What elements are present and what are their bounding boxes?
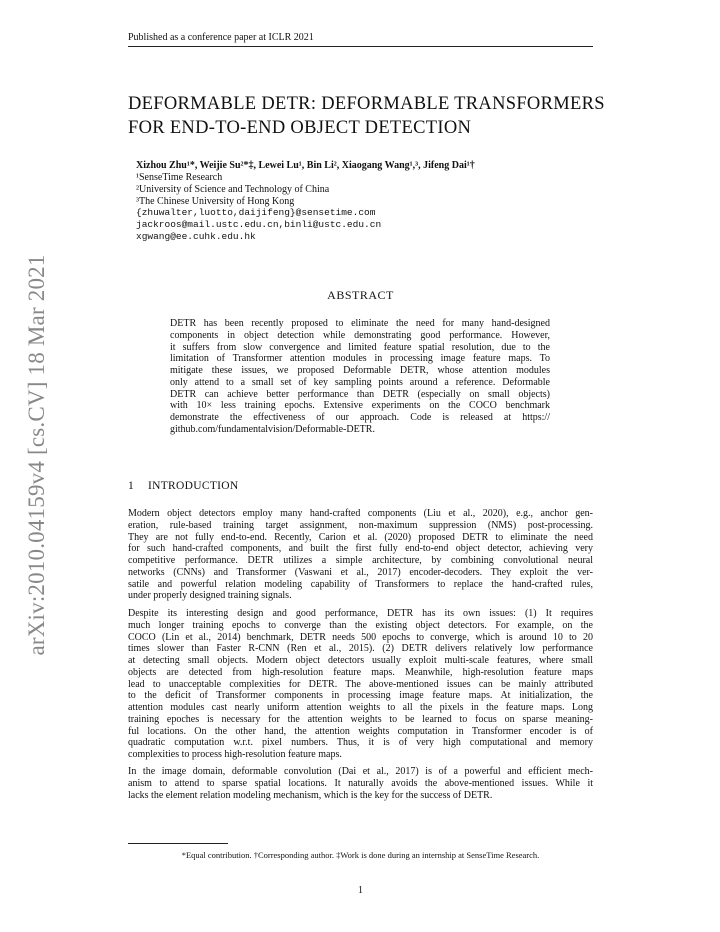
section-heading (128, 480, 593, 492)
text-line: COCO (Lin et al., 2014) benchmark, DETR needs 500 epochs to converge, which is around 10 to 20 (128, 631, 593, 643)
abstract-heading: ABSTRACT (327, 288, 394, 302)
text-line: networks (CNNs) and Transformer (Vaswani et al., 2017) encoder-decoders. They exploit the ver- (128, 566, 593, 578)
text-line: at detecting small objects. Modern object detectors usually exploit multi-scale features, where small (128, 655, 593, 666)
text-line: much longer training epochs to converge than the existing object detectors. For example, on the (128, 619, 593, 631)
text-line: under properly designed training signals. (128, 590, 292, 602)
email-line-1: {zhuwalter,luotto,daijifeng}@sensetime.com (136, 207, 376, 219)
title-line-1: DEFORMABLE DETR: DEFORMABLE TRANSFORMERS (128, 94, 605, 114)
arxiv-stamp (20, 245, 54, 665)
page-number: 1 (358, 885, 363, 896)
email-line-3: xgwang@ee.cuhk.edu.hk (136, 230, 256, 242)
intro-paragraph-1 (128, 508, 593, 602)
abstract-line: it suffers from slow convergence and limited feature spatial resolution, due to the (170, 341, 550, 353)
text-line: lead to unacceptable complexities for DETR. The above-mentioned issues can be mainly attributed (128, 678, 593, 690)
text-line: competitive performance. DETR utilizes a simple architecture, by combining convolutional neural (128, 555, 593, 566)
text-line: In the image domain, deformable convolution (Dai et al., 2017) is of a powerful and efficient mech- (128, 766, 593, 777)
abstract-line: with 10× less training epochs. Extensive experiments on the COCO benchmark (170, 400, 550, 412)
text-line: anism to attend to sparse spatial locations. It naturally avoids the above-mentioned issues. While it (128, 777, 593, 789)
abstract-line: DETR can achieve better performance than DETR (especially on small objects) (170, 388, 550, 400)
text-line: training epoches is necessary for the attention weights to be learned to focus on sparse meaning- (128, 713, 593, 725)
paper-title (128, 92, 605, 140)
abstract-line: limitation of Transformer attention modules in processing image feature maps. To (170, 353, 550, 365)
text-line: times slower than Faster R-CNN (Ren et al., 2015). (2) DETR delivers relatively low performance (128, 643, 593, 655)
footnote-rule (128, 843, 228, 844)
text-line: quadratic computation w.r.t. pixel numbers. Thus, it is of very high computational and memory (128, 737, 593, 749)
abstract-line: demonstrate the effectiveness of our approach. Code is released at https:// (170, 412, 550, 423)
text-line: for such hand-crafted components, and built the first fully end-to-end object detector, achieving very (128, 543, 593, 555)
arxiv-stamp-text: arXiv:2010.04159v4 [cs.CV] 18 Mar 2021 (24, 254, 49, 656)
footnote: *Equal contribution. †Corresponding author. ‡Work is done during an internship at SenseTime Research. (181, 850, 540, 860)
running-header: Published as a conference paper at ICLR 2021 (128, 32, 593, 47)
intro-paragraph-2 (128, 608, 593, 761)
abstract-line: only attend to a small set of key sampling points around a reference. Deformable (170, 376, 550, 388)
affiliation-1: ¹SenseTime Research (136, 172, 223, 183)
abstract-line: mitigate these issues, we proposed Deformable DETR, whose attention modules (170, 365, 550, 376)
title-line-2: FOR END-TO-END OBJECT DETECTION (128, 118, 472, 138)
text-line: Despite its interesting design and good performance, DETR has its own issues: (1) It requires (128, 608, 593, 619)
email-line-2: jackroos@mail.ustc.edu.cn,binli@ustc.edu.cn (136, 219, 382, 231)
text-line: eration, rule-based training target assignment, non-maximum suppression (NMS) post-processing. (128, 519, 593, 531)
abstract-line: components in object detection while demonstrating good performance. However, (170, 329, 550, 341)
text-line: objects are detected from high-resolution feature maps. Meanwhile, high-resolution feature maps (128, 666, 593, 678)
text-line: attention modules cast nearly uniform attention weights to all the pixels in the feature maps. Long (128, 702, 593, 713)
abstract-code-link[interactable]: github.com/fundamentalvision/Deformable-DETR. (170, 423, 375, 435)
abstract-line: DETR has been recently proposed to eliminate the need for many hand-designed (170, 318, 550, 329)
author-list: Xizhou Zhu¹*, Weijie Su²*‡, Lewei Lu¹, Bin Li², Xiaogang Wang¹,³, Jifeng Dai¹† (136, 160, 475, 171)
text-line: satile and powerful relation modeling capability of Transformers to replace the hand-crafted rules, (128, 578, 593, 590)
affiliation-2: ²University of Science and Technology of China (136, 183, 330, 195)
intro-paragraph-3 (128, 766, 593, 801)
affiliation-3: ³The Chinese University of Hong Kong (136, 195, 295, 207)
text-line: lacks the element relation modeling mechanism, which is the key for the success of DETR. (128, 789, 493, 801)
text-line: ful locations. On the other hand, the attention weights computation in Transformer encoder is of (128, 725, 593, 737)
section-number: 1 (128, 480, 135, 492)
abstract-body (170, 318, 550, 436)
text-line: They are not fully end-to-end. Recently, Carion et al. (2020) proposed DETR to eliminate the need (128, 531, 593, 543)
text-line: Modern object detectors employ many hand-crafted components (Liu et al., 2020), e.g., anchor gen- (128, 508, 593, 519)
section-title: INTRODUCTION (148, 480, 239, 492)
text-line: complexities to process high-resolution feature maps. (128, 749, 342, 760)
text-line: to the deficit of Transformer components in processing image feature maps. At initialization, the (128, 690, 593, 702)
affiliations (136, 172, 596, 243)
